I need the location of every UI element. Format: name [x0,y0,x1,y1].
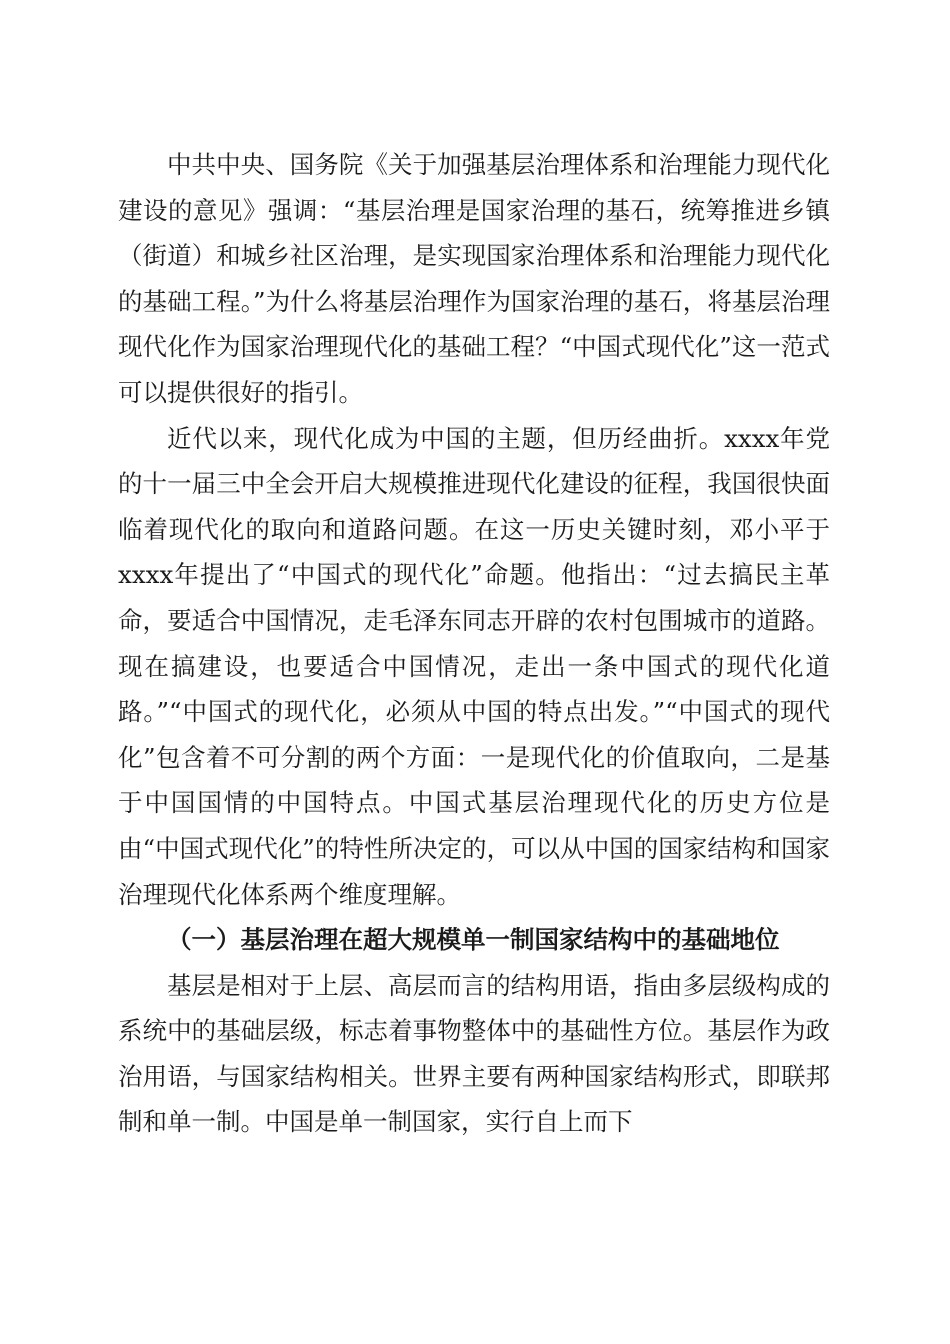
document-body [118,142,830,1145]
section-heading: （一）基层治理在超大规模单一制国家结构中的基础地位 [167,925,780,955]
paragraph-3: 基层是相对于上层、高层而言的结构用语，指由多层级构成的系统中的基础层级，标志着事物整体中的基础性方位。基层作为政治用语，与国家结构相关。世界主要有两种国家结构形式，即联邦制和单一制。中国是单一制国家，实行自上而下 [118,970,830,1137]
paragraph-1: 中共中央、国务院《关于加强基层治理体系和治理能力现代化建设的意见》强调：“基层治理是国家治理的基石，统筹推进乡镇（街道）和城乡社区治理，是实现国家治理体系和治理能力现代化的基础工程。”为什么将基层治理作为国家治理的基石，将基层治理现代化作为国家治理现代化的基础工程？“中国式现代化”这一范式可以提供很好的指引。 [118,150,830,407]
paragraph-2: 近代以来，现代化成为中国的主题，但历经曲折。xxxx年党的十一届三中全会开启大规模推进现代化建设的征程，我国很快面临着现代化的取向和道路问题。在这一历史关键时刻，邓小平于xxxx年提出了“中国式的现代化”命题。他指出：“过去搞民主革命，要适合中国情况，走毛泽东同志开辟的农村包围城市的道路。现在搞建设，也要适合中国情况，走出一条中国式的现代化道路。”“中国式的现代化，必须从中国的特点出发。”“中国式的现代化”包含着不可分割的两个方面：一是现代化的价值取向，二是基于中国国情的中国特点。中国式基层治理现代化的历史方位是由“中国式现代化”的特性所决定的，可以从中国的国家结构和国家治理现代化体系两个维度理解。 [118,423,830,909]
